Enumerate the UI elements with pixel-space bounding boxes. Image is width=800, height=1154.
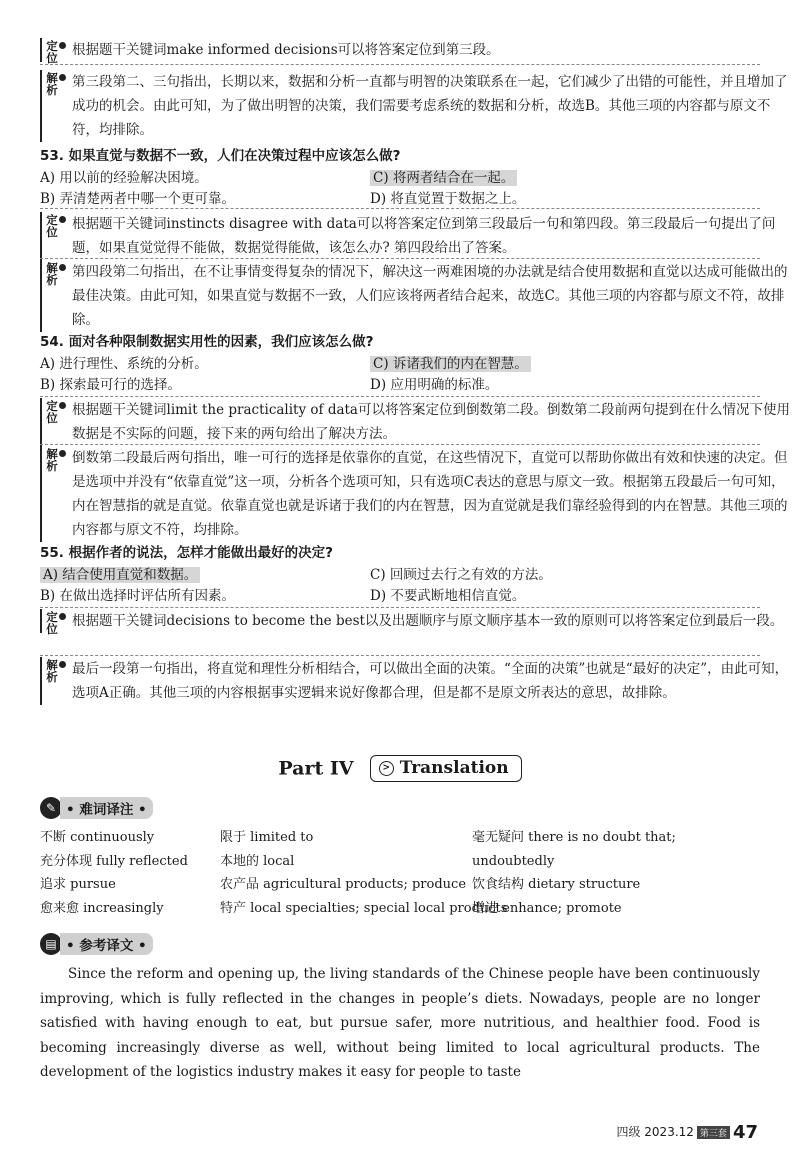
analysis-tag: 解析 <box>46 261 58 287</box>
divider <box>40 258 760 259</box>
q53-block <box>40 144 760 210</box>
locate-tag: 定位 <box>46 610 58 636</box>
divider <box>40 655 760 656</box>
part-title-box <box>370 755 522 782</box>
q52-analysis-note <box>40 70 792 142</box>
translation-heading <box>40 933 153 955</box>
book-icon: ▤ <box>40 933 62 955</box>
vocab-column <box>220 826 507 920</box>
vocab-item: 增进 enhance; promote <box>472 900 622 916</box>
bullet-icon <box>59 613 66 620</box>
analysis-tag: 解析 <box>46 447 58 473</box>
q54-analysis-text: 倒数第二段最后两句指出，唯一可行的选择是依靠你的直觉，在这些情况下，直觉可以帮助你做出有效和快速的决定。但是选项中并没有“依靠直觉”这一项，分析各个选项可知，只有选项C表达的意思与原文一致。根据第五段最后一句可知，内在智慧指的就是直觉。依靠直觉也就是诉诸于我们的内在智慧，因为直觉就是我们靠经验得到的内在智慧。其他三项的内容都与原文不符，均排除。 <box>72 450 788 538</box>
bullet-icon <box>59 74 66 81</box>
q54-locate-text: 根据题干关键词limit the practicality of data可以将答案定位到倒数第二段。倒数第二段前两句提到在什么情况下使用数据是不实际的问题，接下来的两句给出了解决方法。 <box>72 402 790 442</box>
footer-set: 第三套 <box>697 1126 730 1139</box>
vocab-item: 本地的 local <box>220 853 295 869</box>
part-heading <box>0 755 800 782</box>
vocab-item: 毫无疑问 there is no doubt that; undoubtedly <box>472 830 676 869</box>
footer-issue: 四级 2023.12 <box>616 1125 694 1139</box>
q55-analysis-text: 最后一段第一句指出，将直觉和理性分析相结合，可以做出全面的决策。“全面的决策”也就是“最好的决定”，由此可知，选项A正确。其他三项的内容根据事实逻辑来说好像都合理，但是都不是原文所表达的意思，故排除。 <box>72 661 789 701</box>
locate-tag: 定位 <box>46 39 58 65</box>
page-number: 47 <box>732 1122 758 1143</box>
q53-option-a: A) 用以前的经验解决困境。 <box>40 170 208 186</box>
q55-analysis-note <box>40 657 792 705</box>
q55-block <box>40 541 760 607</box>
bullet-icon <box>59 216 66 223</box>
q53-analysis-note <box>40 260 792 332</box>
divider <box>40 208 760 209</box>
note-icon: ✎ <box>40 797 62 819</box>
bullet-icon <box>59 402 66 409</box>
q53-option-b: B) 弄清楚两者中哪一个更可靠。 <box>40 191 235 207</box>
q53-option-c: C) 将两者结合在一起。 <box>370 170 517 186</box>
q55-option-d: D) 不要武断地相信直觉。 <box>370 588 526 604</box>
vocab-item: 不断 continuously <box>40 830 155 845</box>
q55-locate-text: 根据题干关键词decisions to become the best以及出题顺序与原文顺序基本一致的原则可以将答案定位到最后一段。 <box>72 613 784 629</box>
q54-option-c: C) 诉诸我们的内在智慧。 <box>370 356 531 372</box>
q55-option-c: C) 回顾过去行之有效的方法。 <box>370 567 552 583</box>
q55-question: 55. 根据作者的说法，怎样才能做出最好的决定? <box>40 545 333 561</box>
q55-locate-note <box>40 609 792 636</box>
q52-locate-note <box>40 38 792 65</box>
bullet-icon <box>59 450 66 457</box>
vocab-column <box>40 826 188 920</box>
page-footer <box>616 1122 758 1143</box>
q53-analysis-text: 第四段第二句指出，在不让事情变得复杂的情况下，解决这一两难困境的办法就是结合使用数据和直觉以达成可能做出的最佳决策。由此可知，如果直觉与数据不一致，人们应该将两者结合起来，故选C。其他三项的内容都与原文不符，故排除。 <box>72 264 788 328</box>
vocab-item: 饮食结构 dietary structure <box>472 877 641 892</box>
q55-option-b: B) 在做出选择时评估所有因素。 <box>40 588 235 604</box>
q52-analysis-text: 第三段第二、三句指出，长期以来，数据和分析一直都与明智的决策联系在一起，它们减少了出错的可能性，并且增加了成功的机会。由此可知，为了做出明智的决策，我们需要考虑系统的数据和分析，故选B。其他三项的内容都与原文不符，均排除。 <box>72 74 788 138</box>
divider <box>40 444 760 445</box>
q54-analysis-note <box>40 446 792 542</box>
divider <box>40 64 760 65</box>
vocab-item: 愈来愈 increasingly <box>40 900 164 916</box>
chevron-right-icon: > <box>379 761 394 776</box>
analysis-tag: 解析 <box>46 71 58 97</box>
q54-locate-note <box>40 398 792 446</box>
q54-block <box>40 330 760 396</box>
locate-tag: 定位 <box>46 399 58 425</box>
q54-option-a: A) 进行理性、系统的分析。 <box>40 356 208 372</box>
vocab-heading <box>40 797 153 819</box>
part-title: Translation <box>399 758 509 778</box>
q54-option-d: D) 应用明确的标准。 <box>370 377 499 393</box>
q54-question: 54. 面对各种限制数据实用性的因素，我们应该怎么做? <box>40 334 374 350</box>
vocab-item: 充分体现 fully reflected <box>40 853 188 869</box>
vocab-column <box>472 826 760 920</box>
part-number: Part IV <box>278 757 354 780</box>
q53-option-d: D) 将直觉置于数据之上。 <box>370 191 526 207</box>
vocab-list <box>40 826 760 926</box>
q52-locate-text: 根据题干关键词make informed decisions可以将答案定位到第三段。 <box>72 42 500 58</box>
bullet-icon <box>59 661 66 668</box>
divider <box>40 607 760 608</box>
vocab-item: 追求 pursue <box>40 877 116 892</box>
q53-locate-note <box>40 212 792 260</box>
locate-tag: 定位 <box>46 213 58 239</box>
q53-locate-text: 根据题干关键词instincts disagree with data可以将答案定位到第三段最后一句和第四段。第三段最后一句提出了问题，如果直觉觉得不能做，数据觉得能做，该怎么办? 第四段给出了答案。 <box>72 216 776 256</box>
translation-heading-label: • 参考译文 • <box>60 933 153 955</box>
vocab-heading-label: • 难词译注 • <box>60 797 153 819</box>
analysis-tag: 解析 <box>46 658 58 684</box>
vocab-item: 特产 local specialties; special local products <box>220 900 508 916</box>
vocab-item: 农产品 agricultural products; produce <box>220 877 467 892</box>
vocab-item: 限于 limited to <box>220 830 314 845</box>
q53-question: 53. 如果直觉与数据不一致，人们在决策过程中应该怎么做? <box>40 148 401 164</box>
divider <box>40 396 760 397</box>
translation-text: Since the reform and opening up, the living standards of the Chinese people have been continuously improving, which is fully reflected in the changes in people’s diets. Nowadays, people are no longer satisfied with having enough to eat, but pursue safer, more nutritious, and healthier food. Food is becoming increasingly diverse as well, without being limited to local agricultural products. The development of the logistics industry makes it easy for people to taste <box>40 966 760 1080</box>
bullet-icon <box>59 264 66 271</box>
q54-option-b: B) 探索最可行的选择。 <box>40 377 181 393</box>
q55-option-a: A) 结合使用直觉和数据。 <box>40 567 200 583</box>
bullet-icon <box>59 42 66 49</box>
